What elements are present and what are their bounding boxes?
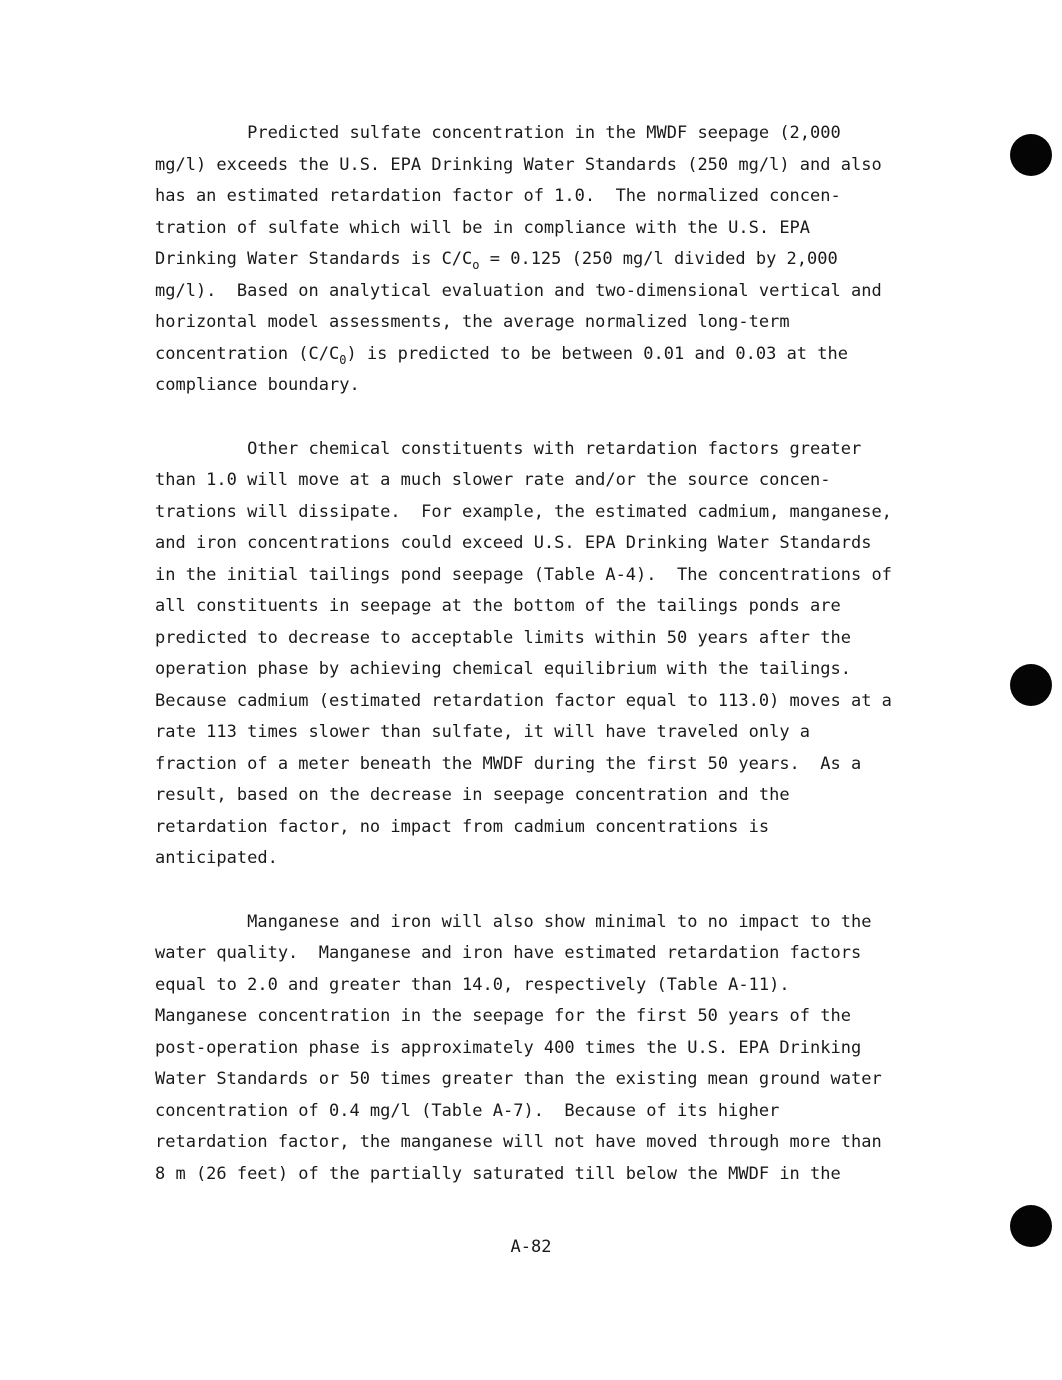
text-line: operation phase by achieving chemical equilibrium with the tailings. (155, 659, 851, 679)
text-line (155, 344, 848, 365)
text-line: mg/l) exceeds the U.S. EPA Drinking Water Standards (250 mg/l) and also (155, 155, 882, 175)
text-line: and iron concentrations could exceed U.S. EPA Drinking Water Standards (155, 533, 872, 553)
text-line: concentration of 0.4 mg/l (Table A-7). Because of its higher (155, 1101, 780, 1121)
text-line: Predicted sulfate concentration in the MWDF seepage (2,000 (155, 123, 841, 143)
text-line (155, 249, 838, 270)
text-line: all constituents in seepage at the bottom of the tailings ponds are (155, 596, 841, 616)
text-line: Manganese concentration in the seepage for the first 50 years of the (155, 1006, 851, 1026)
text-line: horizontal model assessments, the average normalized long-term (155, 312, 790, 332)
text-line: post-operation phase is approximately 400 times the U.S. EPA Drinking (155, 1038, 862, 1058)
text-line: trations will dissipate. For example, the estimated cadmium, manganese, (155, 502, 892, 522)
text-line: than 1.0 will move at a much slower rate and/or the source concen- (155, 470, 831, 490)
text-line: mg/l). Based on analytical evaluation and two-dimensional vertical and (155, 281, 882, 301)
punch-hole (1010, 664, 1052, 706)
page-number: A-82 (510, 1237, 552, 1257)
punch-hole (1010, 134, 1052, 176)
text-line: retardation factor, no impact from cadmium concentrations is (155, 817, 770, 837)
text-line: has an estimated retardation factor of 1.0. The normalized concen- (155, 186, 841, 206)
text-line: compliance boundary. (155, 375, 360, 395)
text-line: Water Standards or 50 times greater than the existing mean ground water (155, 1069, 882, 1089)
subscript: 0 (339, 353, 347, 367)
text-line: rate 113 times slower than sulfate, it will have traveled only a (155, 722, 811, 742)
text-line: in the initial tailings pond seepage (Table A-4). The concentrations of (155, 565, 892, 585)
text-run: concentration (C/C (155, 344, 340, 364)
text-line: anticipated. (155, 848, 278, 868)
text-line: result, based on the decrease in seepage concentration and the (155, 785, 790, 805)
text-run: ) is predicted to be between 0.01 and 0.03 at the (346, 344, 848, 364)
text-line: fraction of a meter beneath the MWDF during the first 50 years. As a (155, 754, 862, 774)
text-line: equal to 2.0 and greater than 14.0, respectively (Table A-11). (155, 975, 790, 995)
text-run: = 0.125 (250 mg/l divided by 2,000 (479, 249, 838, 269)
text-line: 8 m (26 feet) of the partially saturated till below the MWDF in the (155, 1164, 841, 1184)
text-line: retardation factor, the manganese will not have moved through more than (155, 1132, 882, 1152)
text-line: predicted to decrease to acceptable limits within 50 years after the (155, 628, 851, 648)
subscript: o (472, 258, 480, 272)
text-line: Manganese and iron will also show minimal to no impact to the (155, 912, 872, 932)
text-line: water quality. Manganese and iron have estimated retardation factors (155, 943, 862, 963)
text-line: tration of sulfate which will be in compliance with the U.S. EPA (155, 218, 811, 238)
text-line: Because cadmium (estimated retardation factor equal to 113.0) moves at a (155, 691, 892, 711)
text-line: Other chemical constituents with retardation factors greater (155, 439, 862, 459)
text-run: Drinking Water Standards is C/C (155, 249, 473, 269)
